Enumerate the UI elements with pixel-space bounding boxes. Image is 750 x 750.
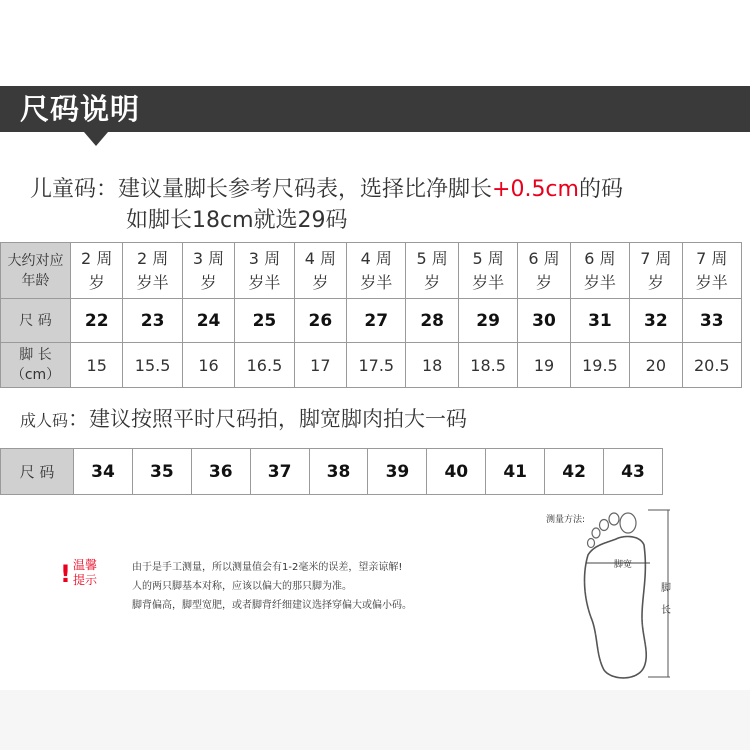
age-line: 7 周: [696, 248, 728, 268]
size-cell: 23: [123, 299, 182, 343]
child-advice-suffix: 的码: [578, 177, 623, 202]
adult-size-advice: [20, 403, 467, 433]
banner-notch: [84, 132, 108, 146]
adult-size-table: [0, 448, 663, 495]
size-cell: 29: [458, 299, 517, 343]
age-cell: [630, 243, 682, 299]
age-header-cell: [1, 243, 71, 299]
size-cell: 27: [347, 299, 406, 343]
foot-length-row: [1, 343, 742, 388]
age-cell: [406, 243, 458, 299]
page-title: 尺码说明: [20, 92, 141, 126]
age-cell: [518, 243, 570, 299]
age-line: 5 周: [472, 248, 504, 268]
foot-length-cell: 16.5: [235, 343, 294, 388]
adult-size-text: ：建议按照平时尺码拍，脚宽脚肉拍大一码: [68, 407, 468, 431]
size-cell: 31: [570, 299, 629, 343]
size-cell: 33: [682, 299, 741, 343]
age-cell: [570, 243, 629, 299]
age-line: 岁半: [248, 272, 281, 292]
warm-tips-text: [132, 558, 482, 615]
age-line: 5 周: [416, 248, 448, 268]
age-header-line: 年龄: [21, 272, 50, 289]
age-line: 岁半: [472, 272, 505, 292]
adult-size-cell: 36: [191, 449, 250, 495]
size-cell: 30: [518, 299, 570, 343]
adult-size-cell: 43: [604, 449, 663, 495]
age-cell: [71, 243, 123, 299]
adult-size-cell: 38: [309, 449, 368, 495]
age-line: 岁: [88, 272, 105, 292]
size-cell: 28: [406, 299, 458, 343]
age-cell: [182, 243, 234, 299]
foot-length-cell: 18.5: [458, 343, 517, 388]
adult-size-cell: 42: [545, 449, 604, 495]
age-line: 2 周: [136, 248, 169, 268]
foot-header-line: （cm）: [10, 367, 61, 383]
age-line: 岁半: [360, 272, 393, 292]
size-cell: 26: [294, 299, 346, 343]
foot-length-cell: 15.5: [123, 343, 182, 388]
tip-line: 人的两只脚基本对称，应该以偏大的那只脚为准。: [132, 581, 352, 592]
age-cell: [123, 243, 182, 299]
toe-4: [592, 528, 600, 538]
age-cell: [235, 243, 294, 299]
age-line: 岁: [647, 272, 664, 292]
age-line: 3 周: [248, 248, 281, 268]
age-row: [1, 243, 742, 299]
age-line: 2 周: [81, 248, 113, 268]
measure-method-label: 测量方法:: [546, 515, 586, 525]
child-size-table: [0, 242, 742, 388]
toe-3: [600, 520, 609, 531]
age-line: 6 周: [528, 248, 560, 268]
adult-size-cell: 41: [486, 449, 545, 495]
child-size-advice: [30, 172, 623, 203]
foot-outline-illustration: [520, 505, 700, 685]
age-line: 岁: [536, 272, 553, 292]
age-line: 6 周: [584, 248, 616, 268]
foot-length-cell: 15: [71, 343, 123, 388]
foot-length-header-cell: [1, 343, 71, 388]
warm-tips-label: 温馨提示: [73, 558, 98, 587]
foot-length-cell: 19.5: [570, 343, 629, 388]
adult-size-cell: 34: [74, 449, 133, 495]
toe-5: [588, 539, 595, 548]
age-line: 3 周: [192, 248, 225, 268]
age-cell: [347, 243, 406, 299]
size-cell: 25: [235, 299, 294, 343]
foot-length-cell: 17.5: [347, 343, 406, 388]
adult-size-cell: 37: [250, 449, 309, 495]
size-header-cell: 尺 码: [1, 299, 71, 343]
age-cell: [294, 243, 346, 299]
age-line: 岁: [424, 272, 441, 292]
child-advice-highlight: +0.5cm: [492, 177, 579, 202]
tip-line: 由于是手工测量，所以测量值会有1-2毫米的误差，望亲谅解!: [132, 562, 403, 573]
foot-length-cell: 16: [182, 343, 234, 388]
size-cell: 22: [71, 299, 123, 343]
adult-size-header-cell: 尺 码: [1, 449, 74, 495]
age-line: 岁半: [583, 272, 616, 292]
size-row: [1, 299, 742, 343]
adult-size-label: 成人码: [20, 411, 69, 430]
adult-size-cell: 40: [427, 449, 486, 495]
foot-length-cell: 19: [518, 343, 570, 388]
adult-size-cell: 39: [368, 449, 427, 495]
age-line: 岁半: [695, 272, 728, 292]
child-advice-prefix: 儿童码：建议量脚长参考尺码表，选择比净脚长: [30, 177, 493, 202]
foot-length-cell: 17: [294, 343, 346, 388]
size-cell: 24: [182, 299, 234, 343]
foot-header-line: 脚 长: [19, 347, 52, 363]
age-line: 4 周: [304, 248, 336, 268]
footer-strip: [0, 690, 750, 750]
age-line: 岁: [312, 272, 329, 292]
foot-length-label: 脚长: [661, 583, 671, 616]
foot-length-cell: 18: [406, 343, 458, 388]
age-cell: [682, 243, 741, 299]
big-toe: [620, 513, 636, 533]
adult-size-row: [1, 449, 663, 495]
age-line: 7 周: [640, 248, 672, 268]
age-line: 4 周: [360, 248, 392, 268]
age-cell: [458, 243, 517, 299]
foot-length-cell: 20: [630, 343, 682, 388]
foot-width-label: 脚宽: [614, 560, 633, 570]
adult-size-cell: 35: [132, 449, 191, 495]
toe-2: [609, 513, 619, 525]
age-header-line: 大约对应: [7, 252, 64, 269]
foot-length-cell: 20.5: [682, 343, 741, 388]
warning-icon: !: [60, 560, 71, 588]
child-size-example: 如脚长18cm就选29码: [126, 208, 348, 233]
tip-line: 脚背偏高，脚型宽肥，或者脚背纤细建议选择穿偏大或偏小码。: [132, 600, 412, 611]
size-cell: 32: [630, 299, 682, 343]
age-line: 岁: [200, 272, 217, 292]
age-line: 岁半: [136, 272, 169, 292]
